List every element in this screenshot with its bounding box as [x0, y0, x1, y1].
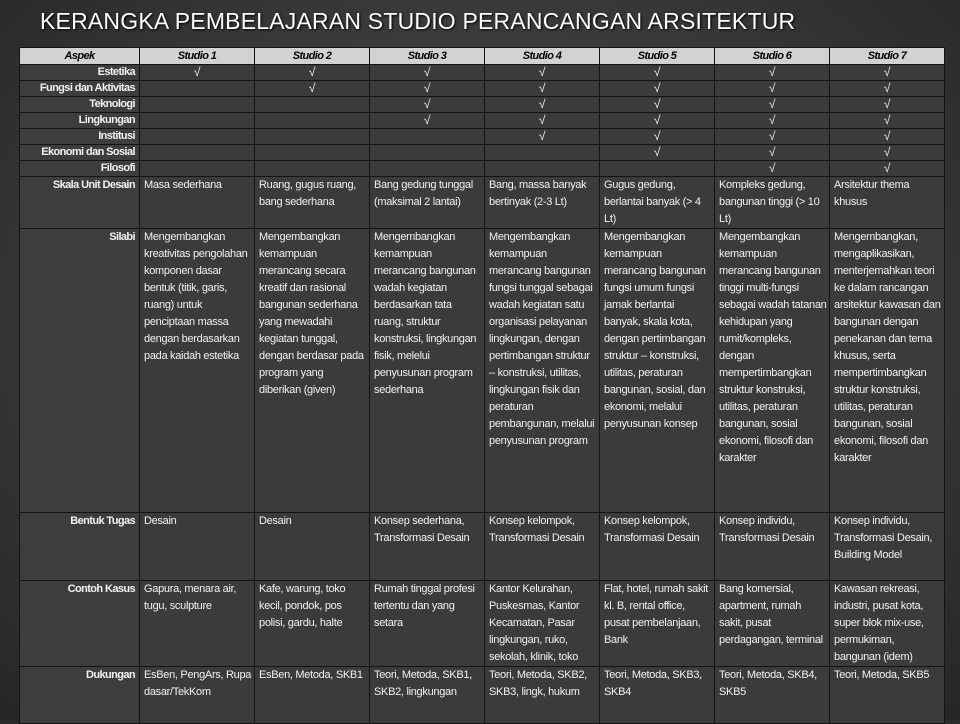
check-mark-icon: √ — [485, 97, 600, 113]
table-cell: Desain — [255, 513, 370, 581]
check-mark-icon: √ — [830, 65, 945, 81]
table-cell: Bang gedung tunggal (maksimal 2 lantai) — [370, 177, 485, 229]
studio-1-header: Studio 1 — [140, 48, 255, 65]
table-cell: Mengembangkan, mengaplikasikan, menterjemahkan teori ke dalam rancangan arsitektur kawasan dan bangunan dengan penekanan dan tema khusus, serta mempertimbangkan struktur konstruksi, utilitas, peraturan bangunan, sosial ekonomi, filosofi dan karakter — [830, 229, 945, 513]
page-title: KERANGKA PEMBELAJARAN STUDIO PERANCANGAN ARSITEKTUR — [40, 8, 796, 34]
empty-cell — [255, 129, 370, 145]
table-cell: Bang komersial, apartment, rumah sakit, pusat perdagangan, terminal — [715, 581, 830, 667]
check-mark-icon: √ — [715, 129, 830, 145]
text-row-label: Bentuk Tugas — [20, 513, 140, 581]
table-cell: Teori, Metoda, SKB2, SKB3, lingk, hukum — [485, 667, 600, 724]
aspect-row — [20, 113, 945, 129]
empty-cell — [370, 145, 485, 161]
check-mark-icon: √ — [485, 113, 600, 129]
text-row — [20, 513, 945, 581]
studio-framework-table — [19, 47, 945, 724]
check-mark-icon: √ — [830, 81, 945, 97]
empty-cell — [255, 145, 370, 161]
studio-6-header: Studio 6 — [715, 48, 830, 65]
text-row — [20, 667, 945, 724]
aspect-row-label: Filosofi — [20, 161, 140, 177]
check-mark-icon: √ — [370, 113, 485, 129]
studio-2-header: Studio 2 — [255, 48, 370, 65]
table-cell: Masa sederhana — [140, 177, 255, 229]
check-mark-icon: √ — [140, 65, 255, 81]
table-cell: Rumah tinggal profesi tertentu dan yang setara — [370, 581, 485, 667]
table-cell: Konsep sederhana, Transformasi Desain — [370, 513, 485, 581]
check-mark-icon: √ — [715, 113, 830, 129]
aspect-row — [20, 161, 945, 177]
table-cell: Mengembangkan kemampuan merancang bangunan fungsi tunggal sebagai wadah kegiatan satu organisasi pelayanan lingkungan, dengan pertimbangan struktur – konstruksi, utilitas, lingkungan fisik dan peraturan pembangunan, melalui penyusunan program — [485, 229, 600, 513]
empty-cell — [370, 129, 485, 145]
aspect-row-label: Fungsi dan Aktivitas — [20, 81, 140, 97]
table-cell: Konsep individu, Transformasi Desain — [715, 513, 830, 581]
check-mark-icon: √ — [715, 161, 830, 177]
text-row-label: Contoh Kasus — [20, 581, 140, 667]
table-cell: Kantor Kelurahan, Puskesmas, Kantor Kecamatan, Pasar lingkungan, ruko, sekolah, klinik, toko — [485, 581, 600, 667]
check-mark-icon: √ — [485, 81, 600, 97]
table-cell: Kompleks gedung, bangunan tinggi (> 10 Lt) — [715, 177, 830, 229]
empty-cell — [140, 161, 255, 177]
studio-7-header: Studio 7 — [830, 48, 945, 65]
check-mark-icon: √ — [370, 81, 485, 97]
text-row — [20, 177, 945, 229]
table-cell: Teori, Metoda, SKB4, SKB5 — [715, 667, 830, 724]
aspect-row — [20, 129, 945, 145]
aspect-column-header: Aspek — [20, 48, 140, 65]
studio-5-header: Studio 5 — [600, 48, 715, 65]
table-cell: Kawasan rekreasi, industri, pusat kota, super blok mix-use, permukiman, bangunan (idem) — [830, 581, 945, 667]
check-mark-icon: √ — [830, 145, 945, 161]
check-mark-icon: √ — [715, 145, 830, 161]
studio-4-header: Studio 4 — [485, 48, 600, 65]
table-cell: Teori, Metoda, SKB1, SKB2, lingkungan — [370, 667, 485, 724]
check-mark-icon: √ — [485, 129, 600, 145]
table-cell: Mengembangkan kreativitas pengolahan komponen dasar bentuk (titik, garis, ruang) untuk penciptaan massa dengan berdasarkan pada kaidah estetika — [140, 229, 255, 513]
aspect-row-label: Lingkungan — [20, 113, 140, 129]
check-mark-icon: √ — [600, 145, 715, 161]
table-cell: Konsep individu, Transformasi Desain, Building Model — [830, 513, 945, 581]
table-cell: Mengembangkan kemampuan merancang bangunan fungsi umum fungsi jamak berlantai banyak, skala kota, dengan pertimbangan struktur – konstruksi, utilitas, peraturan bangunan, sosial, dan ekonomi, melalui penyusunan konsep — [600, 229, 715, 513]
empty-cell — [600, 161, 715, 177]
check-mark-icon: √ — [485, 65, 600, 81]
empty-cell — [370, 161, 485, 177]
header-row — [20, 48, 945, 65]
check-mark-icon: √ — [600, 97, 715, 113]
check-mark-icon: √ — [370, 65, 485, 81]
empty-cell — [140, 97, 255, 113]
table-cell: Desain — [140, 513, 255, 581]
aspect-row-label: Estetika — [20, 65, 140, 81]
check-mark-icon: √ — [600, 81, 715, 97]
table-cell: Konsep kelompok, Transformasi Desain — [485, 513, 600, 581]
aspect-row-label: Ekonomi dan Sosial — [20, 145, 140, 161]
text-row-label: Silabi — [20, 229, 140, 513]
empty-cell — [485, 161, 600, 177]
table-cell: Mengembangkan kemampuan merancang secara kreatif dan rasional bangunan sederhana yang mewadahi kegiatan tunggal, dengan berdasar pada program yang diberikan (given) — [255, 229, 370, 513]
check-mark-icon: √ — [600, 65, 715, 81]
empty-cell — [485, 145, 600, 161]
table-cell: Flat, hotel, rumah sakit kl. B, rental office, pusat pembelanjaan, Bank — [600, 581, 715, 667]
check-mark-icon: √ — [715, 81, 830, 97]
table-cell: Mengembangkan kemampuan merancang bangunan wadah kegiatan berdasarkan tata ruang, struktur konstruksi, lingkungan fisik, melelui penyusunan program sederhana — [370, 229, 485, 513]
table-cell: Ruang, gugus ruang, bang sederhana — [255, 177, 370, 229]
table-cell: Arsitektur thema khusus — [830, 177, 945, 229]
text-row-label: Dukungan — [20, 667, 140, 724]
studio-3-header: Studio 3 — [370, 48, 485, 65]
text-row-label: Skala Unit Desain — [20, 177, 140, 229]
check-mark-icon: √ — [255, 65, 370, 81]
empty-cell — [255, 113, 370, 129]
empty-cell — [140, 129, 255, 145]
check-mark-icon: √ — [715, 65, 830, 81]
table-cell: Konsep kelompok, Transformasi Desain — [600, 513, 715, 581]
table-cell: Gugus gedung, berlantai banyak (> 4 Lt) — [600, 177, 715, 229]
aspect-row-label: Institusi — [20, 129, 140, 145]
text-row — [20, 229, 945, 513]
check-mark-icon: √ — [830, 97, 945, 113]
empty-cell — [255, 161, 370, 177]
check-mark-icon: √ — [830, 129, 945, 145]
text-row — [20, 581, 945, 667]
empty-cell — [140, 81, 255, 97]
aspect-row — [20, 81, 945, 97]
check-mark-icon: √ — [600, 113, 715, 129]
check-mark-icon: √ — [600, 129, 715, 145]
empty-cell — [140, 145, 255, 161]
empty-cell — [255, 97, 370, 113]
table-body — [20, 65, 945, 724]
empty-cell — [140, 113, 255, 129]
table-cell: Teori, Metoda, SKB5 — [830, 667, 945, 724]
check-mark-icon: √ — [255, 81, 370, 97]
table-cell: Kafe, warung, toko kecil, pondok, pos polisi, gardu, halte — [255, 581, 370, 667]
check-mark-icon: √ — [830, 113, 945, 129]
table-cell: Teori, Metoda, SKB3, SKB4 — [600, 667, 715, 724]
table-cell: Bang, massa banyak bertinyak (2-3 Lt) — [485, 177, 600, 229]
table-cell: Mengembangkan kemampuan merancang bangunan tinggi multi-fungsi sebagai wadah tatanan kehidupan yang rumit/kompleks, dengan mempertimbangkan struktur konstruksi, utilitas, peraturan bangunan, sosial ekonomi, filosofi dan karakter — [715, 229, 830, 513]
table-cell: EsBen, Metoda, SKB1 — [255, 667, 370, 724]
aspect-row — [20, 145, 945, 161]
aspect-row — [20, 65, 945, 81]
table-cell: EsBen, PengArs, Rupa dasar/TekKom — [140, 667, 255, 724]
check-mark-icon: √ — [370, 97, 485, 113]
check-mark-icon: √ — [715, 97, 830, 113]
aspect-row — [20, 97, 945, 113]
check-mark-icon: √ — [830, 161, 945, 177]
table-cell: Gapura, menara air, tugu, sculpture — [140, 581, 255, 667]
aspect-row-label: Teknologi — [20, 97, 140, 113]
